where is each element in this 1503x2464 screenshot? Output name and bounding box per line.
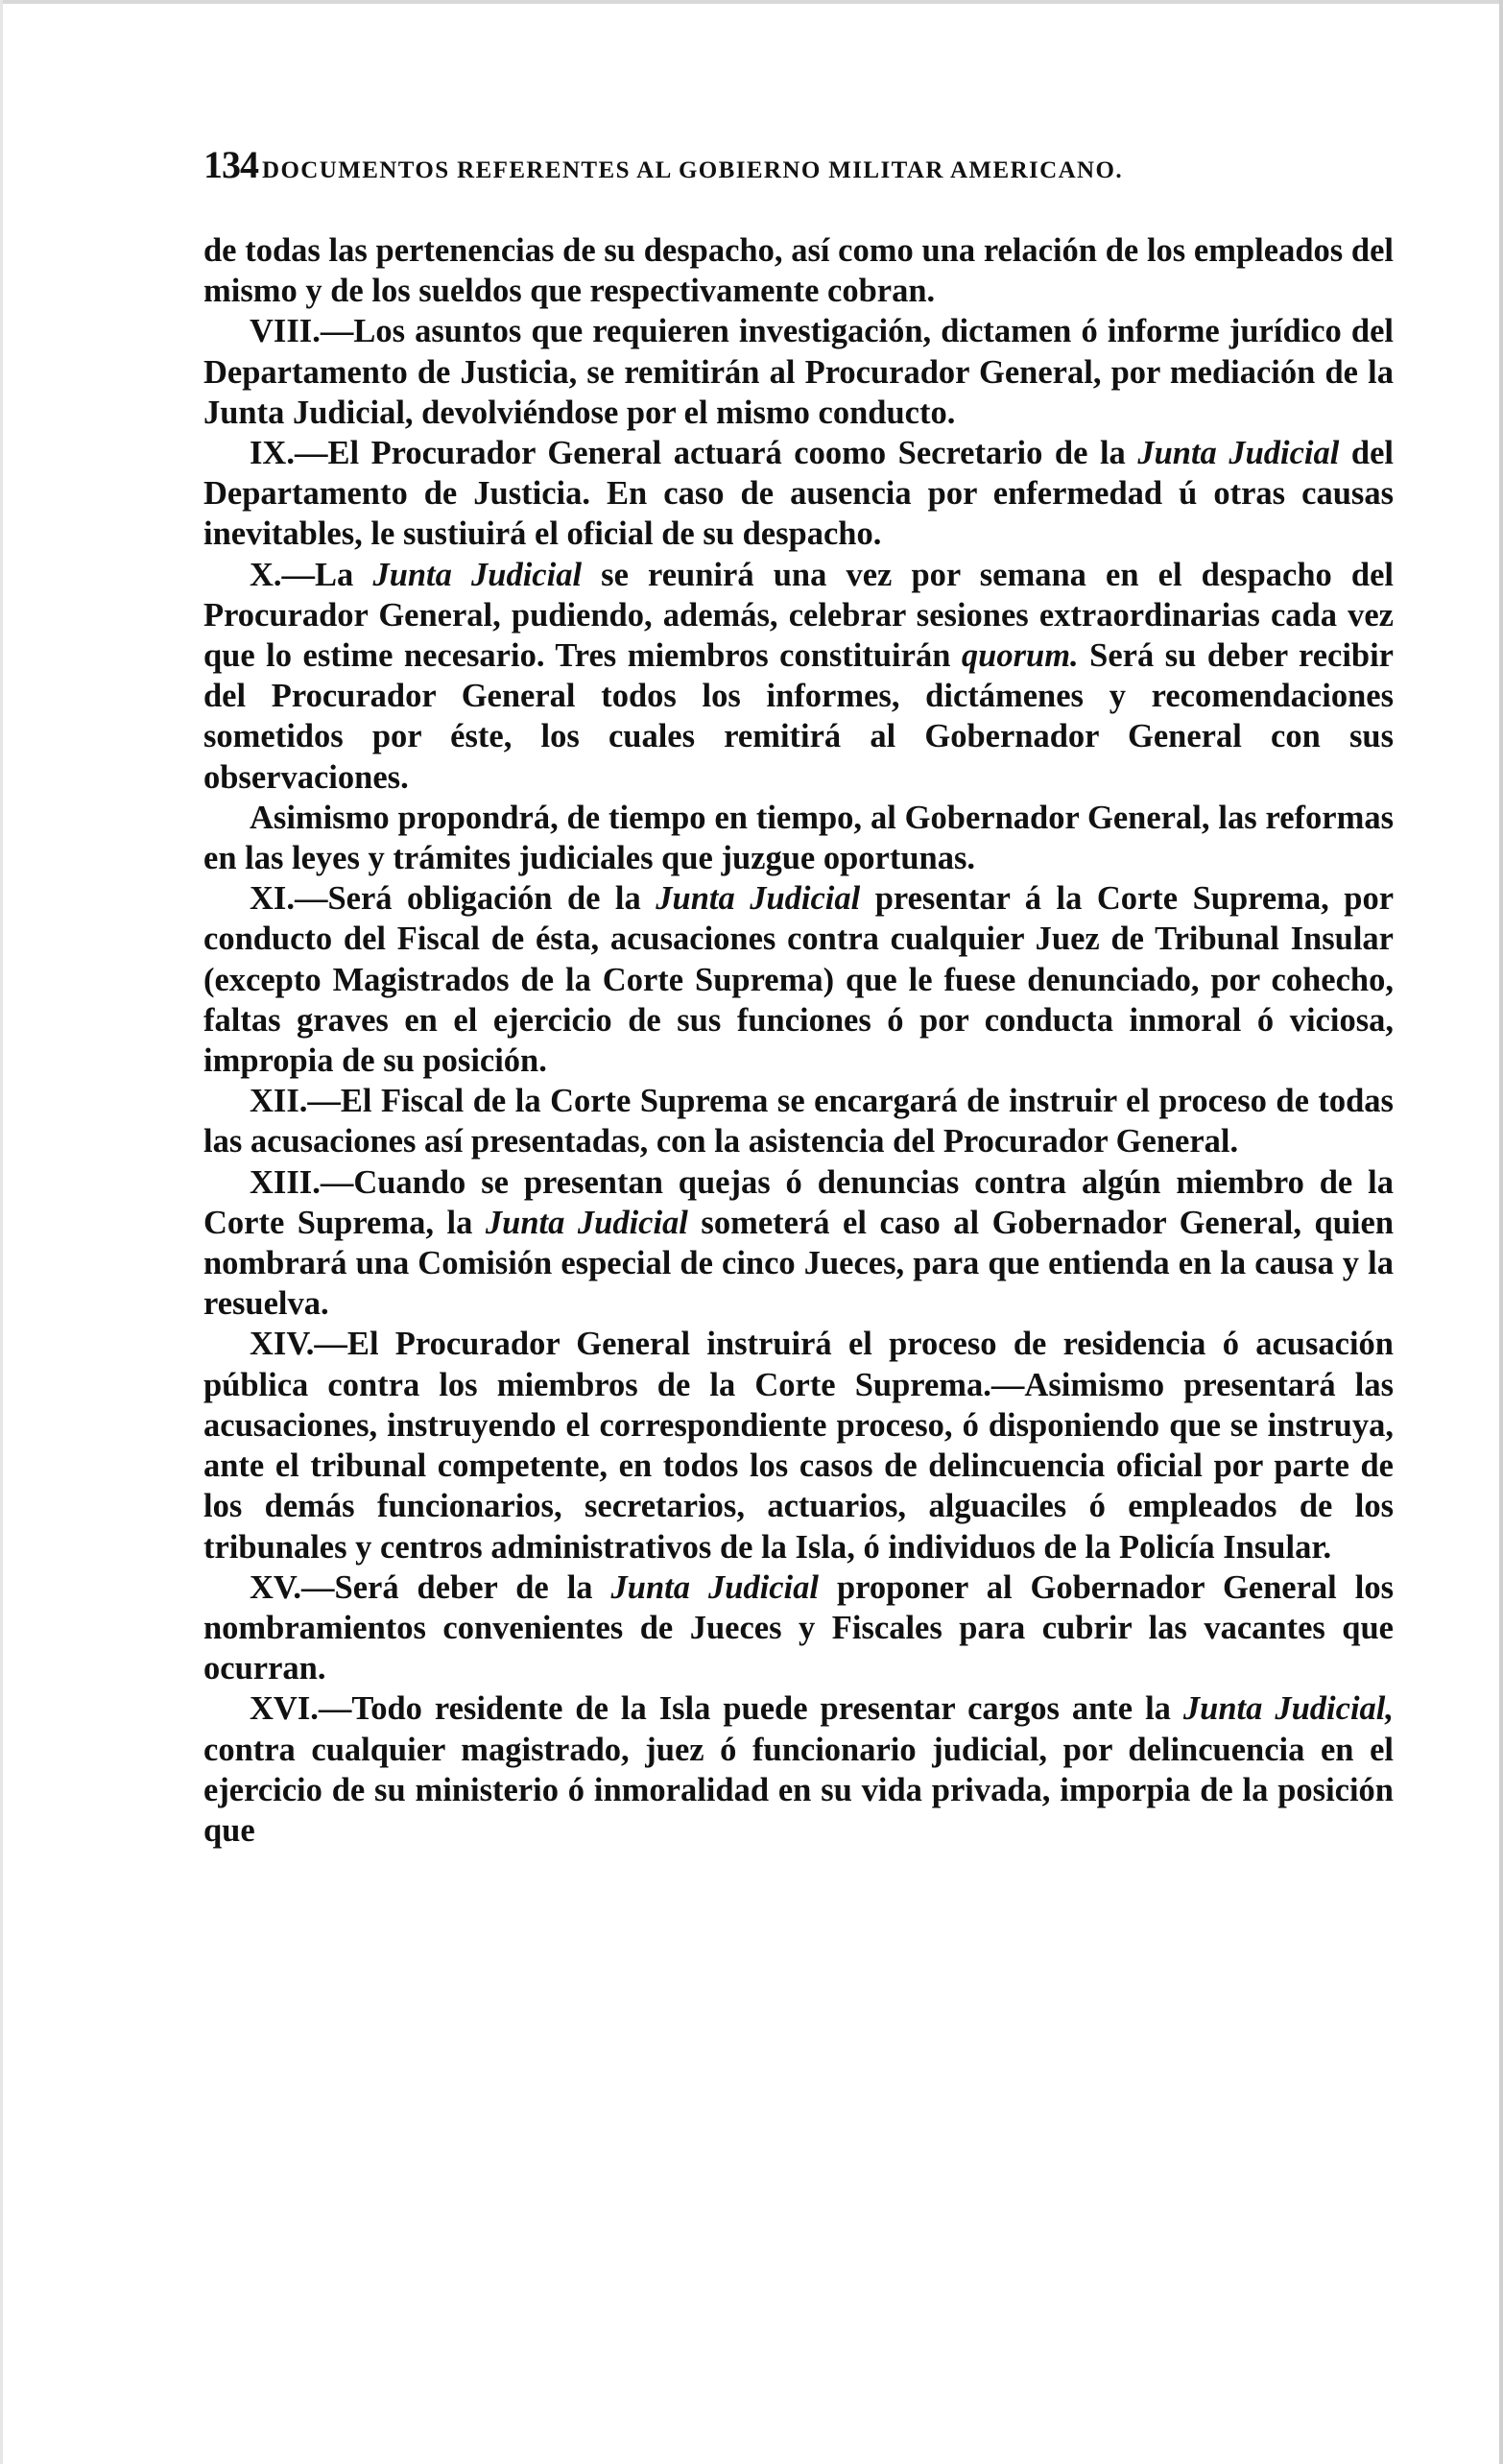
paragraph-text: XI.—Será obligación de la: [250, 880, 656, 918]
paragraph-text: del Departamento de Justicia. En caso de ausencia por enfermedad ú otras causas inevitables, le sustiuirá el oficial de su despacho.: [203, 435, 1394, 553]
article-viii: [203, 311, 1394, 433]
paragraph-text: XII.—El Fiscal de la Corte Suprema se encargará de instruir el proceso de todas las acusaciones así presentadas, con la asistencia del Procurador General.: [203, 1083, 1394, 1160]
article-x: [203, 555, 1394, 798]
italic-term: Junta Judicial: [1137, 435, 1340, 472]
article-xv: [203, 1567, 1394, 1689]
paragraph-text: Asimismo propondrá, de tiempo en tiempo, al Gobernador General, las reformas en las leyes y trámites judiciales que juzgue oportunas.: [203, 799, 1394, 877]
article-xi: [203, 878, 1394, 1081]
italic-term: Junta Judicial: [610, 1568, 819, 1606]
paragraph-text: XIII.—Cuando se presentan quejas ó denuncias contra algún miembro de la Corte Suprema, la: [203, 1163, 1394, 1241]
italic-term: quorum.: [961, 637, 1079, 675]
paragraph-text: contra cualquier magistrado, juez ó funcionario judicial, por delincuencia en el ejercicio de su ministerio ó inmoralidad en su vida privada, imporpia de la posición que: [203, 1731, 1394, 1849]
paragraph-text: presentar á la Corte Suprema, por conducto del Fiscal de ésta, acusaciones contra cualquier Juez de Tribunal Insular (excepto Magistrados de la Corte Suprema) que le fuese denunciado, por cohecho, faltas graves en el ejercicio de sus funciones ó por conducta inmoral ó viciosa, impropia de su posición.: [203, 880, 1395, 1080]
italic-term: Junta Judicial,: [1182, 1690, 1394, 1728]
paragraph-text: se reunirá una vez por semana en el despacho del Procurador General, pudiendo, además, celebrar sesiones extraordinarias cada vez que lo estime necesario. Tres miembros constituirán: [203, 556, 1395, 675]
article-xii: [203, 1081, 1394, 1161]
running-header: [203, 142, 1384, 186]
paragraph-text: XVI.—Todo residente de la Isla puede presentar cargos ante la: [250, 1690, 1183, 1728]
article-xiv: [203, 1324, 1394, 1567]
scan-left-edge: [0, 0, 3, 2464]
paragraph-text: VIII.—Los asuntos que requieren investigación, dictamen ó informe jurídico del Departamento de Justicia, se remitirán al Procurador General, por mediación de la Junta Judicial, devolviéndose por el mismo conducto.: [203, 313, 1394, 431]
italic-term: Junta Judicial: [656, 880, 861, 918]
paragraph-text: IX.—El Procurador General actuará coomo Secretario de la: [250, 435, 1138, 472]
running-title: DOCUMENTOS REFERENTES AL GOBIERNO MILITAR AMERICANO.: [262, 157, 1124, 183]
paragraph-text: proponer al Gobernador General los nombramientos convenientes de Jueces y Fiscales para cubrir las vacantes que ocurran.: [203, 1568, 1394, 1687]
paragraph-text: XV.—Será deber de la: [250, 1568, 611, 1606]
italic-term: Junta Judicial: [372, 556, 583, 593]
article-x-continued: [203, 798, 1394, 878]
paragraph-text: de todas las pertenencias de su despacho, así como una relación de los empleados del mismo y de los sueldos que respectivamente cobran.: [203, 232, 1394, 310]
paragraph-text: X.—La: [250, 556, 373, 593]
article-ix: [203, 433, 1394, 555]
italic-term: Junta Judicial: [485, 1204, 688, 1241]
paragraph-continuation: [203, 230, 1394, 311]
scan-right-edge: [1499, 0, 1503, 2464]
article-xiii: [203, 1162, 1394, 1325]
paragraph-text: someterá el caso al Gobernador General, quien nombrará una Comisión especial de cinco Jueces, para que entienda en la causa y la resuelva.: [203, 1204, 1395, 1323]
paragraph-text: XIV.—El Procurador General instruirá el proceso de residencia ó acusación pública contra los miembros de la Corte Suprema.—Asimismo presentará las acusaciones, instruyendo el correspondiente proceso, ó disponiendo que se instruya, ante el tribunal competente, en todos los casos de delincuencia oficial por parte de los demás funcionarios, secretarios, actuarios, alguaciles ó empleados de los tribunales y centros administrativos de la Isla, ó individuos de la Policía Insular.: [203, 1326, 1394, 1566]
paragraph-text: Será su deber recibir del Procurador General todos los informes, dictámenes y recomendaciones sometidos por éste, los cuales remitirá al Gobernador General con sus observaciones.: [203, 637, 1394, 796]
scan-top-edge: [0, 0, 1503, 4]
page-number: 134: [203, 143, 258, 186]
article-xvi: [203, 1688, 1394, 1851]
body-text: [203, 230, 1394, 1851]
